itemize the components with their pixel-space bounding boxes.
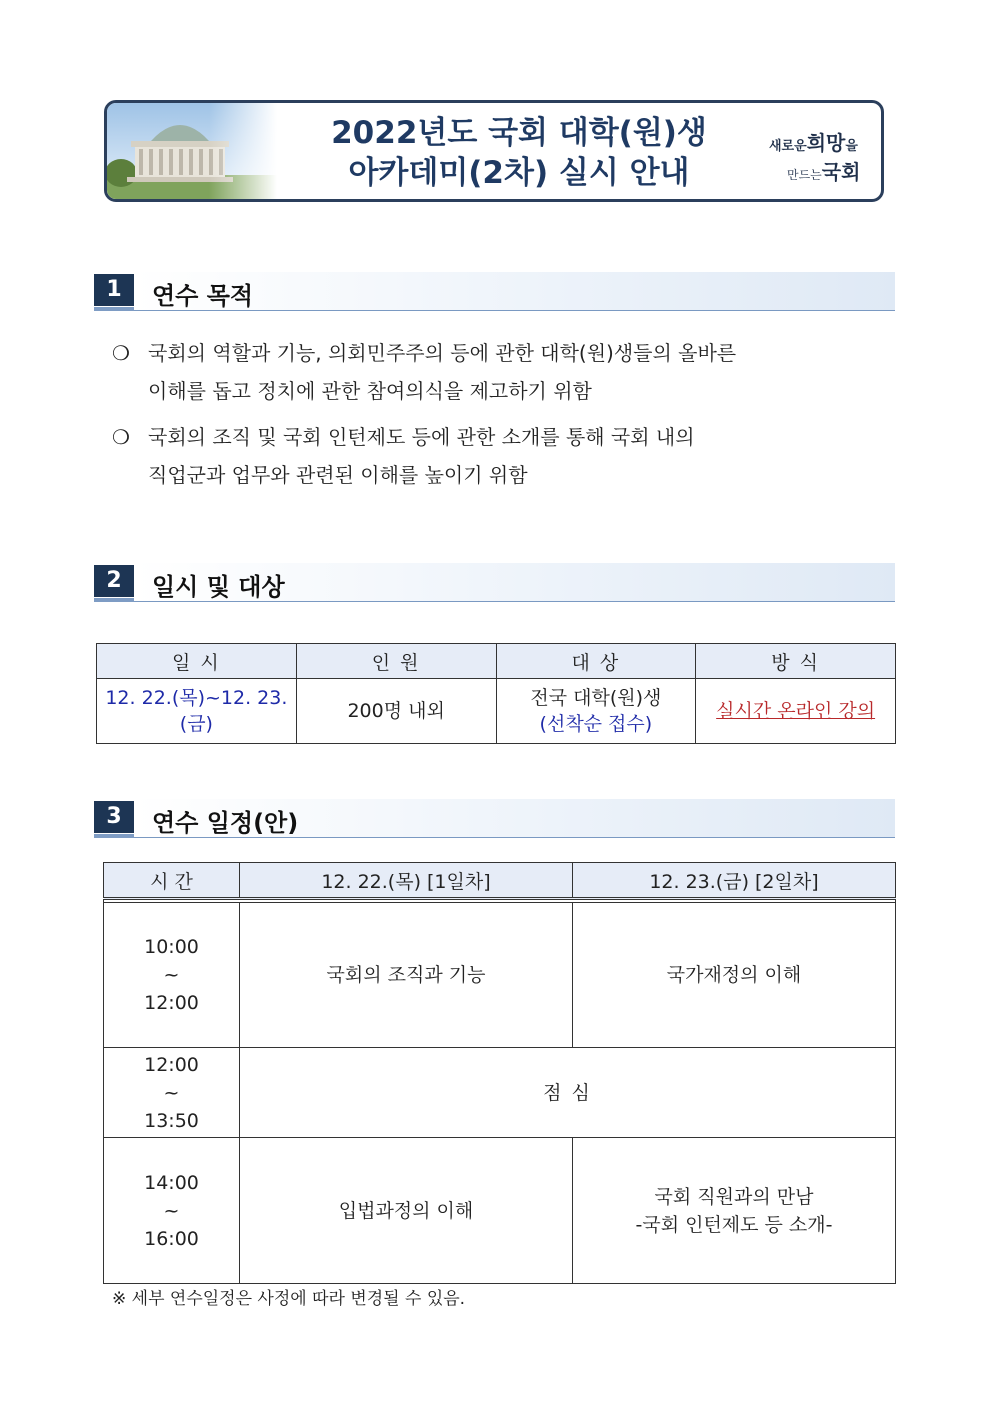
purpose-item (112, 334, 882, 410)
table-row (104, 903, 896, 1048)
session-subtitle: -국회 인턴제도 등 소개- (635, 1213, 833, 1236)
time-end: 13:50 (144, 1109, 199, 1132)
section-label: 연수 목적 (152, 282, 254, 310)
overview-people: 200명 내외 (296, 679, 496, 744)
method-link: 실시간 온라인 강의 (716, 700, 876, 722)
section-heading-program (94, 799, 895, 839)
target-note: (선착순 접수) (539, 713, 653, 735)
table-row (104, 1048, 896, 1138)
section-heading-purpose (94, 272, 895, 312)
overview-date: 12. 22.(목)~12. 23.(금) (97, 679, 297, 744)
circle-bullet-icon: ❍ (112, 341, 130, 365)
slogan-word: 희망 (806, 131, 846, 155)
purpose-item (112, 418, 882, 494)
time-start: 14:00 (144, 1171, 199, 1194)
time-cell (104, 1048, 240, 1138)
column-header: 대 상 (496, 644, 696, 679)
circle-bullet-icon: ❍ (112, 425, 130, 449)
table-row (104, 1138, 896, 1284)
lunch-session: 점 심 (240, 1048, 896, 1138)
column-header: 12. 23.(금) [2일차] (573, 863, 896, 899)
section-label: 일시 및 대상 (152, 573, 285, 601)
section-number: 1 (94, 274, 134, 306)
purpose-line: 국회의 조직 및 국회 인턴제도 등에 관한 소개를 통해 국회 내의 (148, 425, 695, 449)
section-number: 2 (94, 565, 134, 597)
time-sep: ~ (163, 1199, 180, 1222)
slogan-logo (769, 127, 869, 183)
time-start: 10:00 (144, 936, 199, 958)
slogan-word: 국회 (821, 160, 861, 184)
day1-session: 국회의 조직과 기능 (240, 903, 573, 1048)
program-table (103, 862, 896, 1284)
title-banner (104, 100, 884, 202)
footnote: ※ 세부 연수일정은 사정에 따라 변경될 수 있음. (112, 1289, 466, 1309)
overview-method (696, 679, 896, 744)
day1-session: 입법과정의 이해 (240, 1138, 573, 1284)
title-line-1: 2022년도 국회 대학(원)생 (331, 115, 707, 151)
section-heading-schedule-target (94, 563, 895, 603)
column-header: 인 원 (296, 644, 496, 679)
overview-table (96, 643, 896, 744)
column-header: 시 간 (104, 863, 240, 899)
session-title: 국회 직원과의 만남 (654, 1185, 814, 1208)
section-label: 연수 일정(안) (152, 809, 299, 837)
slogan-word: 만드는 (787, 168, 822, 182)
overview-target (496, 679, 696, 744)
time-start: 12:00 (144, 1053, 199, 1076)
national-assembly-building-image (107, 103, 277, 199)
document-title (277, 113, 761, 193)
column-header: 일 시 (97, 644, 297, 679)
time-cell (104, 1138, 240, 1284)
title-line-2: 아카데미(2차) 실시 안내 (348, 155, 690, 191)
time-end: 16:00 (144, 1227, 199, 1250)
time-end: 12:00 (144, 992, 199, 1014)
slogan-word: 을 (845, 139, 858, 154)
day2-session (573, 1138, 896, 1284)
column-header: 방 식 (696, 644, 896, 679)
day2-session: 국가재정의 이해 (573, 903, 896, 1048)
time-sep: ~ (163, 1081, 180, 1104)
purpose-line: 국회의 역할과 기능, 의회민주주의 등에 관한 대학(원)생들의 올바른 (148, 341, 737, 365)
purpose-line: 직업군과 업무와 관련된 이해를 높이기 위함 (148, 463, 528, 487)
purpose-line: 이해를 돕고 정치에 관한 참여의식을 제고하기 위함 (148, 379, 592, 403)
slogan-word: 새로운 (769, 139, 807, 154)
time-sep: ~ (163, 964, 180, 986)
time-cell (104, 903, 240, 1048)
target-line: 전국 대학(원)생 (530, 687, 662, 709)
section-number: 3 (94, 801, 134, 833)
column-header: 12. 22.(목) [1일차] (240, 863, 573, 899)
